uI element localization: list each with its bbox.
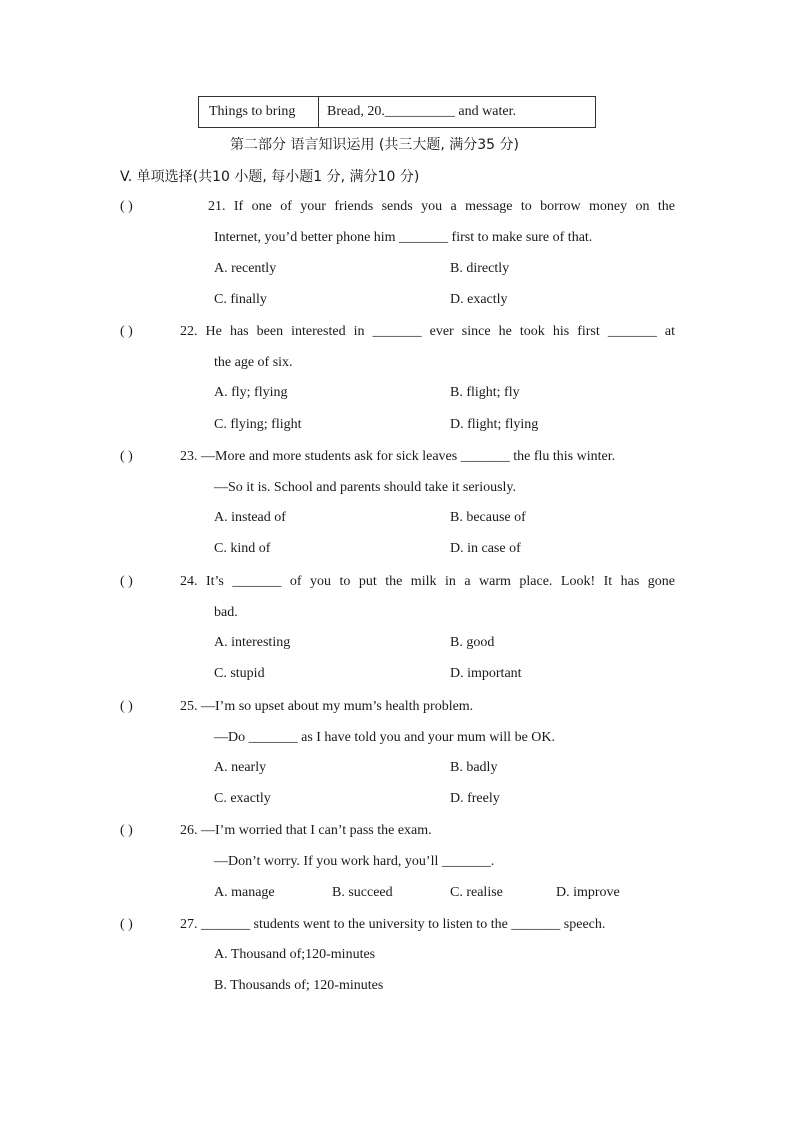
question-26: 26. —I’m worried that I can’t pass the exam. — [180, 823, 432, 838]
option-d[interactable]: D. freely — [450, 791, 500, 806]
option-d[interactable]: D. improve — [556, 885, 620, 900]
option-b[interactable]: B. badly — [450, 760, 498, 775]
table-label-cell: Things to bring — [199, 97, 319, 127]
option-d[interactable]: D. important — [450, 666, 522, 681]
answer-blank[interactable]: ( ) — [120, 324, 133, 339]
table-value-cell: Bread, 20.__________ and water. — [327, 104, 516, 119]
option-a[interactable]: A. interesting — [214, 635, 291, 650]
option-c[interactable]: C. exactly — [214, 791, 271, 806]
option-d[interactable]: D. flight; flying — [450, 417, 539, 432]
question-text-cont: the age of six. — [214, 355, 293, 370]
option-a[interactable]: A. fly; flying — [214, 385, 288, 400]
question-text-cont: Internet, you’d better phone him _______ first to make sure of that. — [214, 230, 593, 245]
option-d[interactable]: D. in case of — [450, 541, 521, 556]
option-b[interactable]: B. directly — [450, 261, 510, 276]
question-text: 22. He has been interested in _______ ever since he took his first _______ at — [180, 324, 675, 339]
option-a[interactable]: A. recently — [214, 261, 277, 276]
option-d[interactable]: D. exactly — [450, 292, 508, 307]
part2-title: 第二部分 语言知识运用 (共三大题, 满分35 分) — [230, 137, 519, 153]
answer-blank[interactable]: ( ) — [120, 199, 133, 214]
question-27: 27. _______ students went to the university to listen to the _______ speech. — [180, 917, 606, 932]
option-a[interactable]: A. nearly — [214, 760, 267, 775]
option-a[interactable]: A. instead of — [214, 510, 286, 525]
answer-blank[interactable]: ( ) — [120, 917, 133, 932]
option-b[interactable]: B. flight; fly — [450, 385, 520, 400]
question-text-cont: —So it is. School and parents should take it seriously. — [214, 480, 517, 495]
option-b[interactable]: B. because of — [450, 510, 526, 525]
option-b[interactable]: B. Thousands of; 120-minutes — [214, 978, 384, 993]
option-b[interactable]: B. succeed — [332, 885, 393, 900]
answer-blank[interactable]: ( ) — [120, 823, 133, 838]
option-c[interactable]: C. stupid — [214, 666, 265, 681]
option-a[interactable]: A. manage — [214, 885, 275, 900]
question-text: 21. If one of your friends sends you a message to borrow money on the — [208, 199, 675, 214]
answer-blank[interactable]: ( ) — [120, 574, 133, 589]
answer-blank[interactable]: ( ) — [120, 699, 133, 714]
question-23: 23. —More and more students ask for sick leaves _______ the flu this winter. — [180, 449, 616, 464]
option-b[interactable]: B. good — [450, 635, 495, 650]
option-c[interactable]: C. finally — [214, 292, 267, 307]
question-text-cont: bad. — [214, 605, 238, 620]
option-c[interactable]: C. realise — [450, 885, 503, 900]
question-text: 24. It’s _______ of you to put the milk in a warm place. Look! It has gone — [180, 574, 675, 589]
section5-title: V. 单项选择(共10 小题, 每小题1 分, 满分10 分) — [120, 169, 420, 185]
question-text-cont: —Don’t worry. If you work hard, you’ll _______. — [214, 854, 495, 869]
option-c[interactable]: C. kind of — [214, 541, 271, 556]
option-a[interactable]: A. Thousand of;120-minutes — [214, 947, 376, 962]
question-text-cont: —Do _______ as I have told you and your mum will be OK. — [214, 730, 556, 745]
option-c[interactable]: C. flying; flight — [214, 417, 302, 432]
info-table — [198, 96, 596, 128]
answer-blank[interactable]: ( ) — [120, 449, 133, 464]
question-25: 25. —I’m so upset about my mum’s health problem. — [180, 699, 474, 714]
